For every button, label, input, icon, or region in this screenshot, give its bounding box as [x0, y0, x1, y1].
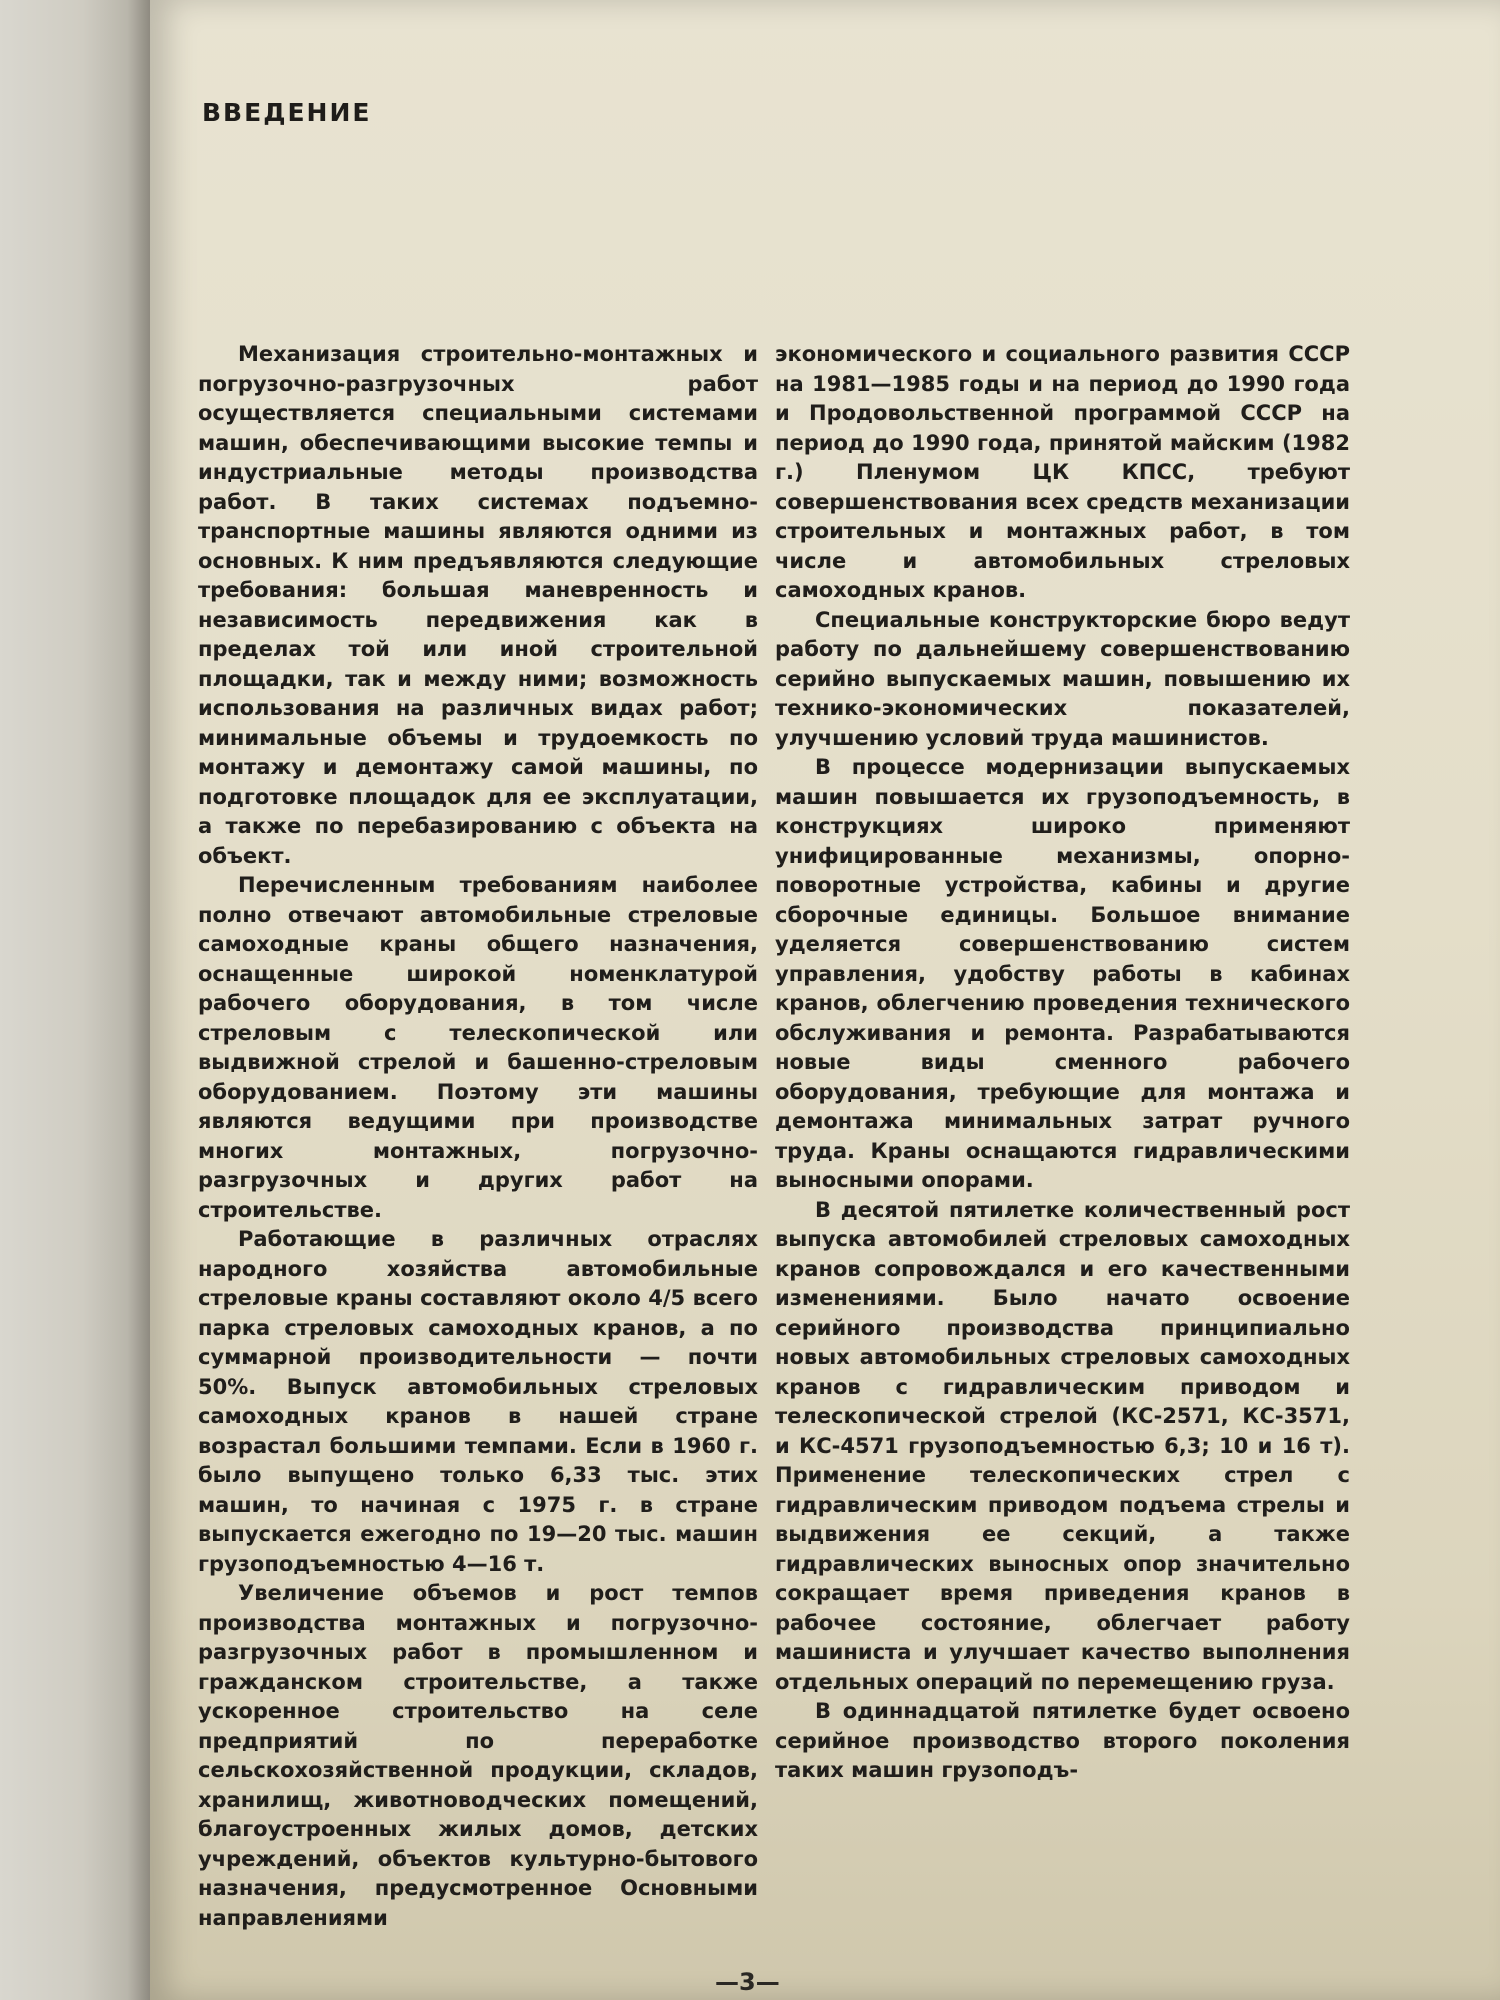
paragraph: Механизация строительно-монтажных и погрузочно-разгрузочных работ осуществляется специальными системами машин, обеспечивающими высокие темпы и индустриальные методы производства работ. В таких системах подъемно-транспортные машины являются одними из основных. К ним предъявляются следующие требования: большая маневренность и независимость передвижения как в пределах той или иной строительной площадки, так и между ними; возможность использования на различных видах работ; минимальные объемы и трудоемкость по монтажу и демонтажу самой машины, по подготовке площадок для ее эксплуатации, а также по перебазированию с объекта на объект. — [198, 342, 758, 868]
paragraph: экономического и социального развития СССР на 1981—1985 годы и на период до 1990 года и Продовольственной программой СССР на период до 1990 года, принятой майским (1982 г.) Пленумом ЦК КПСС, требуют совершенствования всех средств механизации строительных и монтажных работ, в том числе и автомобильных стреловых самоходных кранов. — [775, 342, 1350, 602]
page-number: —3— — [715, 1968, 780, 1996]
paragraph: В десятой пятилетке количественный рост выпуска автомобилей стреловых самоходных кранов сопровождался и его качественными изменениями. Было начато освоение серийного производства принципиально новых автомобильных стреловых самоходных кранов с гидравлическим приводом и телескопической стрелой (КС-2571, КС-3571, и КС-4571 грузоподъемностью 6,3; 10 и 16 т). Применение телескопических стрел с гидравлическим приводом подъема стрелы и выдвижения ее секций, а также гидравлических выносных опор значительно сокращает время приведения кранов в рабочее состояние, облегчает работу машиниста и улучшает качество выполнения отдельных операций по перемещению груза. — [775, 1197, 1350, 1694]
book-page — [150, 0, 1500, 2000]
show-through-text — [210, 90, 1390, 340]
page-title: ВВЕДЕНИЕ — [202, 98, 372, 127]
paragraph: Увеличение объемов и рост темпов производства монтажных и погрузочно-разгрузочных работ в промышленном и гражданском строительстве, а также ускоренное строительство на селе предприятий по переработке сельскохозяйственной продукции, складов, хранилищ, животноводческих помещений, благоустроенных жилых домов, детских учреждений, объектов культурно-бытового назначения, предусмотренное Основными направлениями — [198, 1581, 758, 1930]
book-spine — [0, 0, 150, 2000]
paragraph: В процессе модернизации выпускаемых машин повышается их грузоподъемность, в конструкциях широко применяют унифицированные механизмы, опорно-поворотные устройства, кабины и другие сборочные единицы. Большое внимание уделяется совершенствованию систем управления, удобству работы в кабинах кранов, облегчению проведения технического обслуживания и ремонта. Разрабатываются новые виды сменного рабочего оборудования, требующие для монтажа и демонтажа минимальных затрат ручного труда. Краны оснащаются гидравлическими выносными опорами. — [775, 755, 1350, 1192]
right-column — [775, 340, 1350, 1786]
paragraph: Работающие в различных отраслях народного хозяйства автомобильные стреловые краны составляют около 4/5 всего парка стреловых самоходных кранов, а по суммарной производительности — почти 50%. Выпуск автомобильных стреловых самоходных кранов в нашей стране возрастал большими темпами. Если в 1960 г. было выпущено только 6,33 тыс. этих машин, то начиная с 1975 г. в стране выпускается ежегодно по 19—20 тыс. машин грузоподъемностью 4—16 т. — [198, 1227, 758, 1576]
left-column — [198, 340, 758, 1933]
paragraph: В одиннадцатой пятилетке будет освоено серийное производство второго поколения таких машин грузоподъ- — [775, 1699, 1350, 1782]
paragraph: Перечисленным требованиям наиболее полно отвечают автомобильные стреловые самоходные краны общего назначения, оснащенные широкой номенклатурой рабочего оборудования, в том числе стреловым с телескопической или выдвижной стрелой и башенно-стреловым оборудованием. Поэтому эти машины являются ведущими при производстве многих монтажных, погрузочно-разгрузочных и других работ на строительстве. — [198, 873, 758, 1222]
paragraph: Специальные конструкторские бюро ведут работу по дальнейшему совершенствованию серийно выпускаемых машин, повышению их технико-экономических показателей, улучшению условий труда машинистов. — [775, 607, 1350, 750]
